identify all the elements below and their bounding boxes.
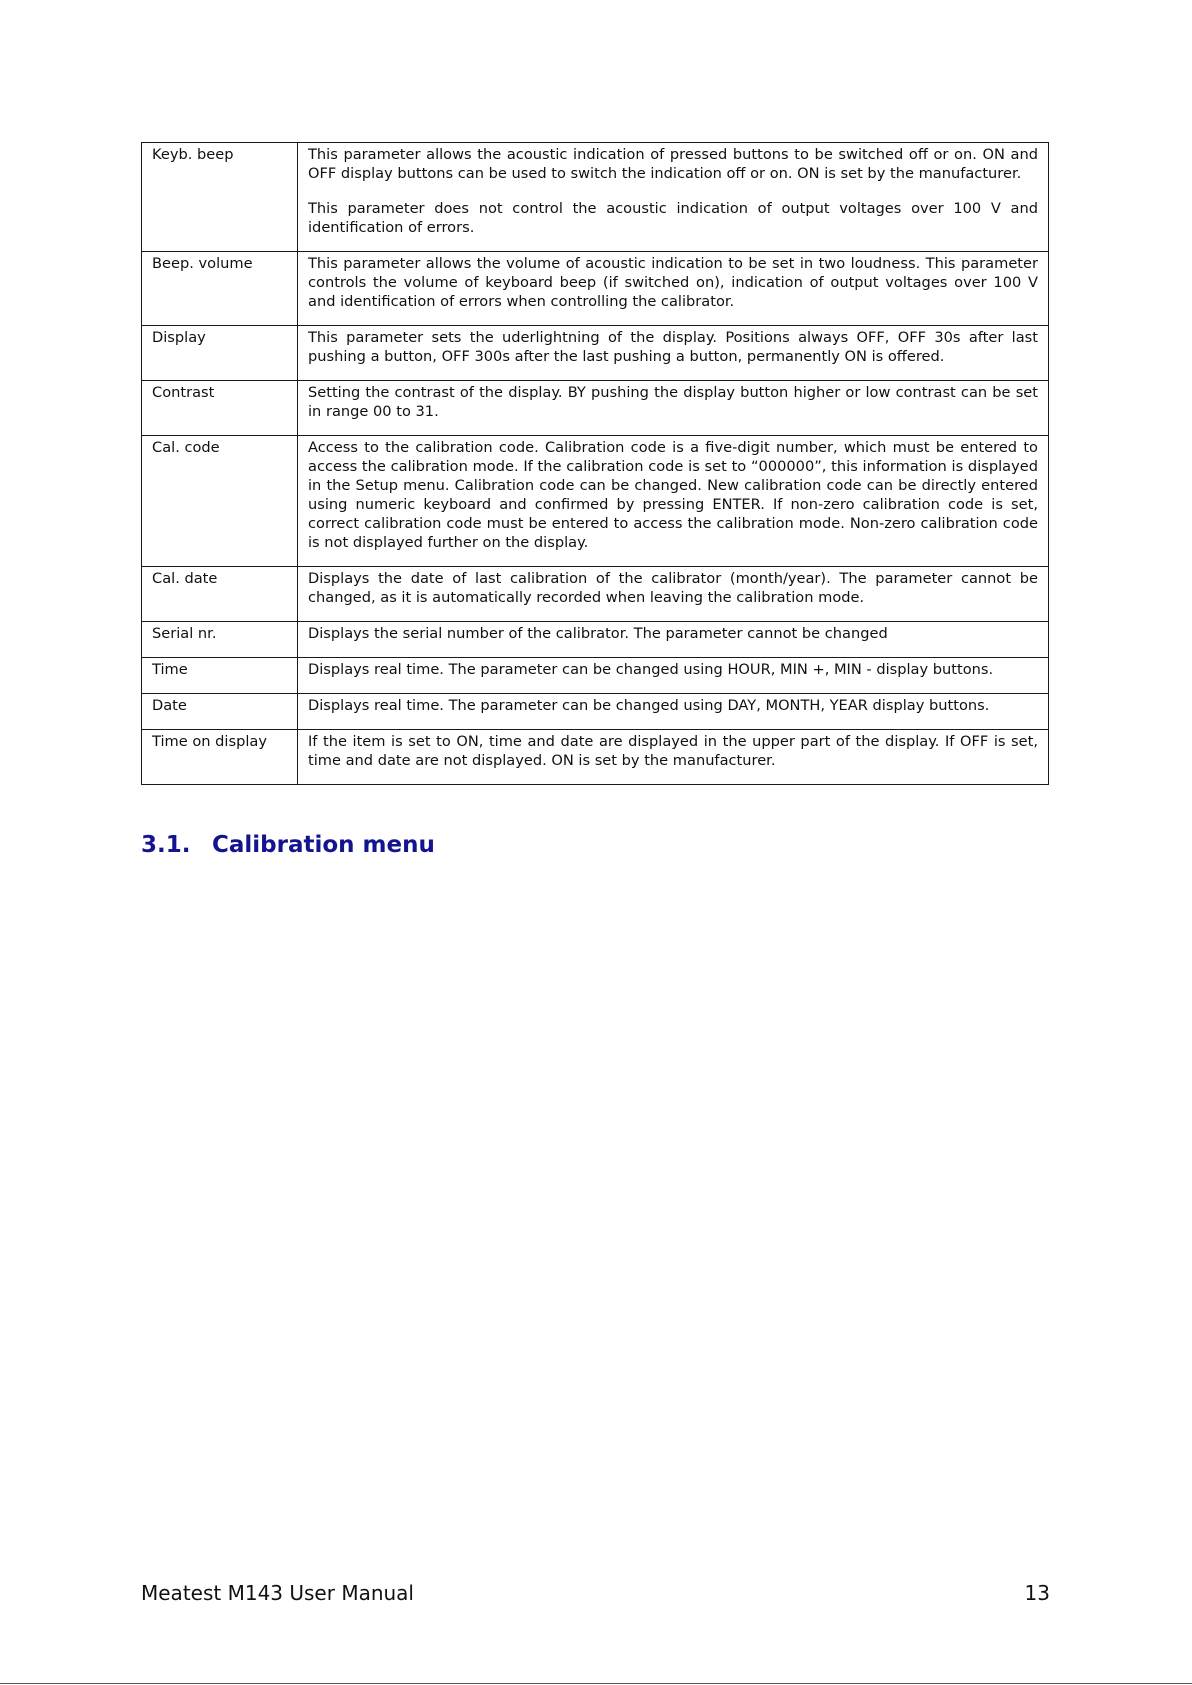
table-row (142, 730, 1049, 785)
parameter-name: Time on display (142, 730, 298, 785)
section-title: Calibration menu (212, 832, 435, 858)
parameter-name: Time (142, 658, 298, 694)
table-row (142, 622, 1049, 658)
table-row (142, 326, 1049, 381)
section-heading (141, 830, 435, 860)
parameter-table (141, 142, 1049, 785)
table-row (142, 436, 1049, 567)
parameter-description (298, 381, 1049, 436)
parameter-name: Keyb. beep (142, 143, 298, 252)
parameter-name: Date (142, 694, 298, 730)
parameter-description (298, 567, 1049, 622)
parameter-description (298, 658, 1049, 694)
description-paragraph: Displays real time. The parameter can be changed using HOUR, MIN +, MIN - display buttons. (308, 661, 994, 678)
table-row (142, 381, 1049, 436)
description-paragraph: This parameter does not control the acoustic indication of output voltages over 100 V and identification of errors. (308, 200, 1038, 236)
description-paragraph: This parameter allows the volume of acoustic indication to be set in two loudness. This parameter controls the volume of keyboard beep (if switched on), indication of output voltages over 100 V and identification of errors when controlling the calibrator. (308, 255, 1038, 310)
table-row (142, 694, 1049, 730)
description-paragraph: Displays the serial number of the calibrator. The parameter cannot be changed (308, 625, 888, 642)
description-paragraph: If the item is set to ON, time and date are displayed in the upper part of the display. If OFF is set, time and date are not displayed. ON is set by the manufacturer. (308, 733, 1038, 769)
description-paragraph: Displays the date of last calibration of the calibrator (month/year). The parameter cannot be changed, as it is automatically recorded when leaving the calibration mode. (308, 570, 1038, 606)
parameter-description (298, 436, 1049, 567)
table-row (142, 143, 1049, 252)
table-row (142, 567, 1049, 622)
parameter-description (298, 252, 1049, 326)
page-number: 13 (1024, 1581, 1050, 1605)
parameter-description (298, 730, 1049, 785)
description-paragraph: This parameter sets the uderlightning of the display. Positions always OFF, OFF 30s after last pushing a button, OFF 300s after the last pushing a button, permanently ON is offered. (308, 329, 1038, 365)
parameter-description (298, 694, 1049, 730)
parameter-name: Cal. code (142, 436, 298, 567)
description-paragraph: Displays real time. The parameter can be changed using DAY, MONTH, YEAR display buttons. (308, 697, 990, 714)
parameter-name: Cal. date (142, 567, 298, 622)
description-paragraph: Setting the contrast of the display. BY pushing the display button higher or low contrast can be set in range 00 to 31. (308, 384, 1038, 420)
parameter-description (298, 622, 1049, 658)
description-paragraph: This parameter allows the acoustic indication of pressed buttons to be switched off or on. ON and OFF display buttons can be used to switch the indication off or on. ON is set by the manufacturer. (308, 146, 1038, 182)
parameter-name: Contrast (142, 381, 298, 436)
table-row (142, 658, 1049, 694)
footer-manual-title: Meatest M143 User Manual (141, 1581, 414, 1605)
parameter-name: Beep. volume (142, 252, 298, 326)
table-row (142, 252, 1049, 326)
parameter-description (298, 326, 1049, 381)
parameter-name: Serial nr. (142, 622, 298, 658)
page-edge-divider (0, 1683, 1192, 1684)
description-paragraph: Access to the calibration code. Calibration code is a five-digit number, which must be entered to access the calibration mode. If the calibration code is set to “000000”, this information is displayed in the Setup menu. Calibration code can be changed. New calibration code can be directly entered using numeric keyboard and confirmed by pressing ENTER. If non-zero calibration code is set, correct calibration code must be entered to access the calibration mode. Non-zero calibration code is not displayed further on the display. (308, 439, 1038, 551)
parameter-table-body (142, 143, 1049, 785)
parameter-description (298, 143, 1049, 252)
section-number: 3.1. (141, 832, 191, 858)
parameter-name: Display (142, 326, 298, 381)
